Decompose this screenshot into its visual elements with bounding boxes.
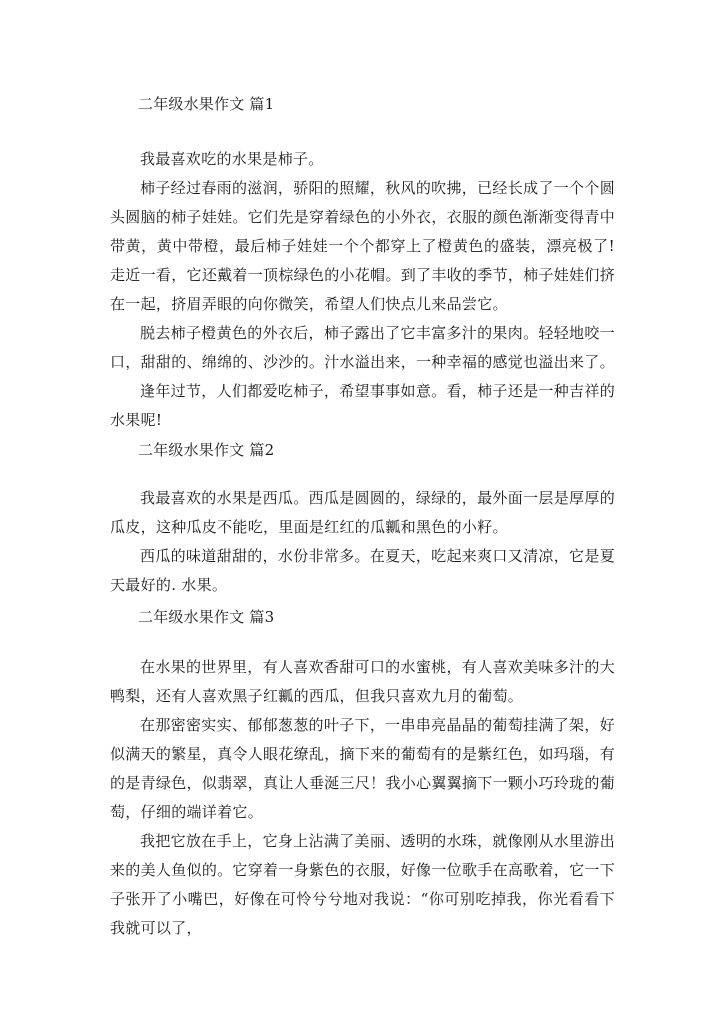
section-3 (110, 607, 615, 627)
section-1-paragraph-2: 柿子经过春雨的滋润，骄阳的照耀，秋风的吹拂，已经长成了一个个圆头圆脑的柿子娃娃。它们先是穿着绿色的小外衣，衣服的颜色渐渐变得青中带黄，黄中带橙，最后柿子娃娃一个个都穿上了橙黄色的盛装，漂亮极了!走近一看，它还戴着一顶棕绿色的小花帽。到了丰收的季节，柿子娃娃们挤在一起，挤眉弄眼的向你微笑，希望人们快点儿来品尝它。 (110, 179, 615, 313)
section-1-heading: 二年级水果作文 篇1 (138, 95, 275, 113)
section-2-body (110, 484, 615, 600)
section-3-paragraph-2: 在那密密实实、郁郁葱葱的叶子下，一串串亮晶晶的葡萄挂满了架，好似满天的繁星，真令人眼花缭乱，摘下来的葡萄有的是紫红色，如玛瑙，有的是青绿色，似翡翠，真让人垂涎三尺！我小心翼翼摘下一颗小巧玲珑的葡萄，仔细的端详着它。 (110, 716, 615, 821)
section-2-paragraph-1: 我最喜欢的水果是西瓜。西瓜是圆圆的，绿绿的，最外面一层是厚厚的瓜皮，这种瓜皮不能吃，里面是红红的瓜瓤和黑色的小籽。 (110, 489, 615, 536)
section-1-paragraph-1: 我最喜欢吃的水果是柿子。 (140, 150, 324, 168)
section-3-heading: 二年级水果作文 篇3 (138, 608, 275, 626)
section-1-body (110, 145, 615, 435)
section-2-paragraph-2: 西瓜的味道甜甜的，水份非常多。在夏天，吃起来爽口又清凉，它是夏天最好的. 水果。 (110, 547, 615, 594)
section-1-paragraph-3: 脱去柿子橙黄色的外衣后，柿子露出了它丰富多汁的果肉。轻轻地咬一口，甜甜的、绵绵的、沙沙的。汁水溢出来，一种幸福的感觉也溢出来了。 (110, 324, 615, 371)
section-2 (110, 440, 615, 460)
section-3-body (110, 653, 615, 943)
section-1-paragraph-4: 逢年过节，人们都爱吃柿子，希望事事如意。看，柿子还是一种吉祥的水果呢! (110, 382, 615, 429)
section-3-paragraph-1: 在水果的世界里，有人喜欢香甜可口的水蜜桃，有人喜欢美味多汁的大鸭梨，还有人喜欢黑子红瓤的西瓜，但我只喜欢九月的葡萄。 (110, 658, 615, 705)
section-1 (110, 94, 615, 114)
section-2-heading: 二年级水果作文 篇2 (138, 441, 275, 459)
section-3-paragraph-3: 我把它放在手上，它身上沾满了美丽、透明的水珠，就像刚从水里游出来的美人鱼似的。它穿着一身紫色的衣服，好像一位歌手在高歌着，它一下子张开了小嘴巴，好像在可怜兮兮地对我说：“你可别吃掉我，你光看看下我就可以了， (110, 832, 615, 937)
